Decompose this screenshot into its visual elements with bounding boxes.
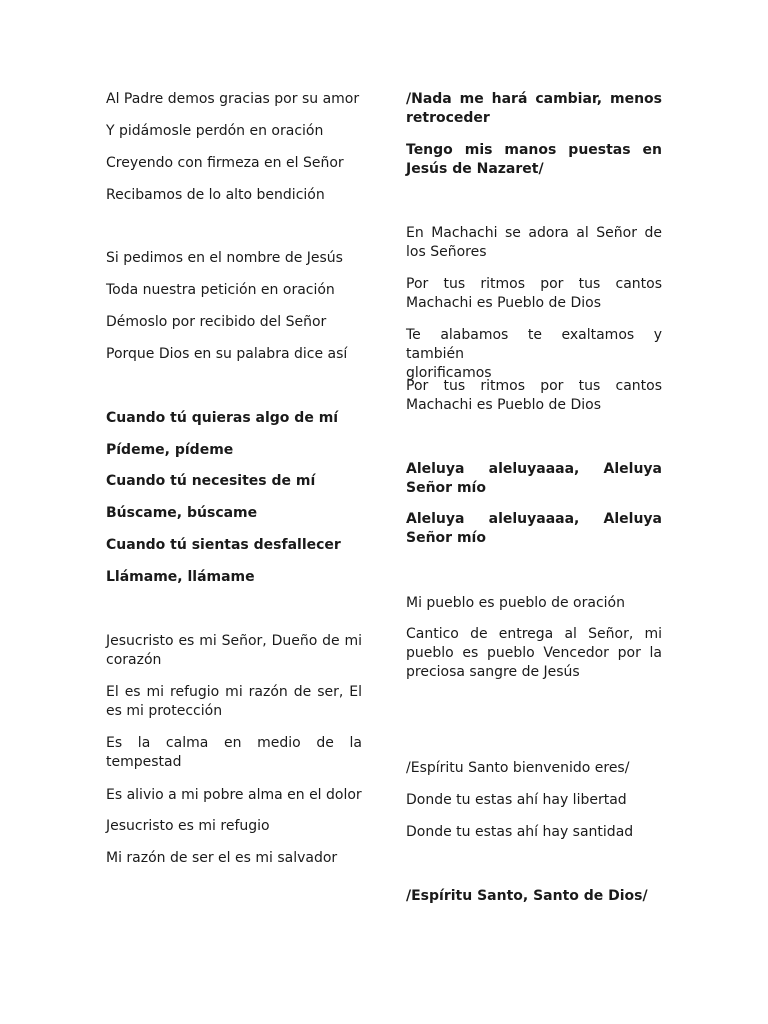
lyric-paragraph bbox=[406, 460, 662, 498]
lyric-line: Recibamos de lo alto bendición bbox=[106, 187, 325, 203]
chorus-line: Cuando tú quieras algo de mí bbox=[106, 410, 339, 426]
lyric-line: corazón bbox=[106, 652, 162, 668]
lyric-line: Tengo mis manos puestas en bbox=[406, 142, 662, 158]
lyric-line: tempestad bbox=[106, 754, 182, 770]
lyric-line: El es mi refugio mi razón de ser, El bbox=[106, 684, 362, 700]
chorus-line: Llámame, llámame bbox=[106, 569, 255, 585]
lyric-line: /Espíritu Santo bienvenido eres/ bbox=[406, 760, 630, 776]
lyric-line: es mi protección bbox=[106, 703, 223, 719]
lyric-line: Démoslo por recibido del Señor bbox=[106, 314, 327, 330]
lyric-paragraph bbox=[106, 734, 362, 772]
lyric-line: Cantico de entrega al Señor, mi bbox=[406, 626, 662, 642]
lyric-line: Jesús de Nazaret/ bbox=[406, 161, 544, 177]
lyric-line: Mi pueblo es pueblo de oración bbox=[406, 595, 625, 611]
chorus-line: Pídeme, pídeme bbox=[106, 442, 234, 458]
lyric-line: Por tus ritmos por tus cantos bbox=[406, 276, 662, 292]
lyric-paragraph bbox=[406, 510, 662, 548]
lyric-line: Jesucristo es mi refugio bbox=[106, 818, 270, 834]
lyric-line: Mi razón de ser el es mi salvador bbox=[106, 850, 338, 866]
lyric-line: Señor mío bbox=[406, 530, 486, 546]
lyric-paragraph bbox=[406, 90, 662, 128]
lyric-line: Machachi es Pueblo de Dios bbox=[406, 295, 602, 311]
lyric-line: Donde tu estas ahí hay libertad bbox=[406, 792, 627, 808]
lyric-line: pueblo es pueblo Vencedor por la bbox=[406, 645, 662, 661]
lyric-line: Al Padre demos gracias por su amor bbox=[106, 91, 360, 107]
lyric-paragraph bbox=[106, 632, 362, 670]
lyric-line: Te alabamos te exaltamos y también bbox=[406, 327, 662, 362]
lyric-paragraph bbox=[406, 625, 662, 682]
lyric-line: En Machachi se adora al Señor de bbox=[406, 225, 662, 241]
lyric-line: Jesucristo es mi Señor, Dueño de mi bbox=[106, 633, 362, 649]
lyric-line: Toda nuestra petición en oración bbox=[106, 282, 335, 298]
lyric-line: Y pidámosle perdón en oración bbox=[106, 123, 324, 139]
chorus-line: Cuando tú necesites de mí bbox=[106, 473, 316, 489]
lyric-paragraph bbox=[106, 683, 362, 721]
lyric-line: Aleluya aleluyaaaa, Aleluya bbox=[406, 511, 662, 527]
lyric-line: Es la calma en medio de la bbox=[106, 735, 362, 751]
lyric-paragraph bbox=[406, 377, 662, 415]
lyric-paragraph bbox=[406, 275, 662, 313]
lyric-line: Machachi es Pueblo de Dios bbox=[406, 397, 602, 413]
lyric-paragraph bbox=[406, 326, 662, 383]
lyric-paragraph bbox=[406, 141, 662, 179]
lyric-line: Donde tu estas ahí hay santidad bbox=[406, 824, 634, 840]
chorus-line: Cuando tú sientas desfallecer bbox=[106, 537, 341, 553]
lyric-line: /Nada me hará cambiar, menos bbox=[406, 91, 662, 107]
lyric-paragraph bbox=[406, 224, 662, 262]
lyric-line: Es alivio a mi pobre alma en el dolor bbox=[106, 787, 362, 803]
lyric-line: Creyendo con firmeza en el Señor bbox=[106, 155, 344, 171]
lyric-line: retroceder bbox=[406, 110, 490, 126]
lyric-line: Por tus ritmos por tus cantos bbox=[406, 378, 662, 394]
lyric-line: Porque Dios en su palabra dice así bbox=[106, 346, 348, 362]
lyric-line: los Señores bbox=[406, 244, 487, 260]
lyric-line: Si pedimos en el nombre de Jesús bbox=[106, 250, 343, 266]
lyric-line: Señor mío bbox=[406, 480, 486, 496]
chorus-line: Búscame, búscame bbox=[106, 505, 258, 521]
lyric-line: /Espíritu Santo, Santo de Dios/ bbox=[406, 888, 648, 904]
lyric-line: Aleluya aleluyaaaa, Aleluya bbox=[406, 461, 662, 477]
lyric-line: preciosa sangre de Jesús bbox=[406, 664, 580, 680]
lyric-line: glorificamos bbox=[406, 365, 492, 381]
